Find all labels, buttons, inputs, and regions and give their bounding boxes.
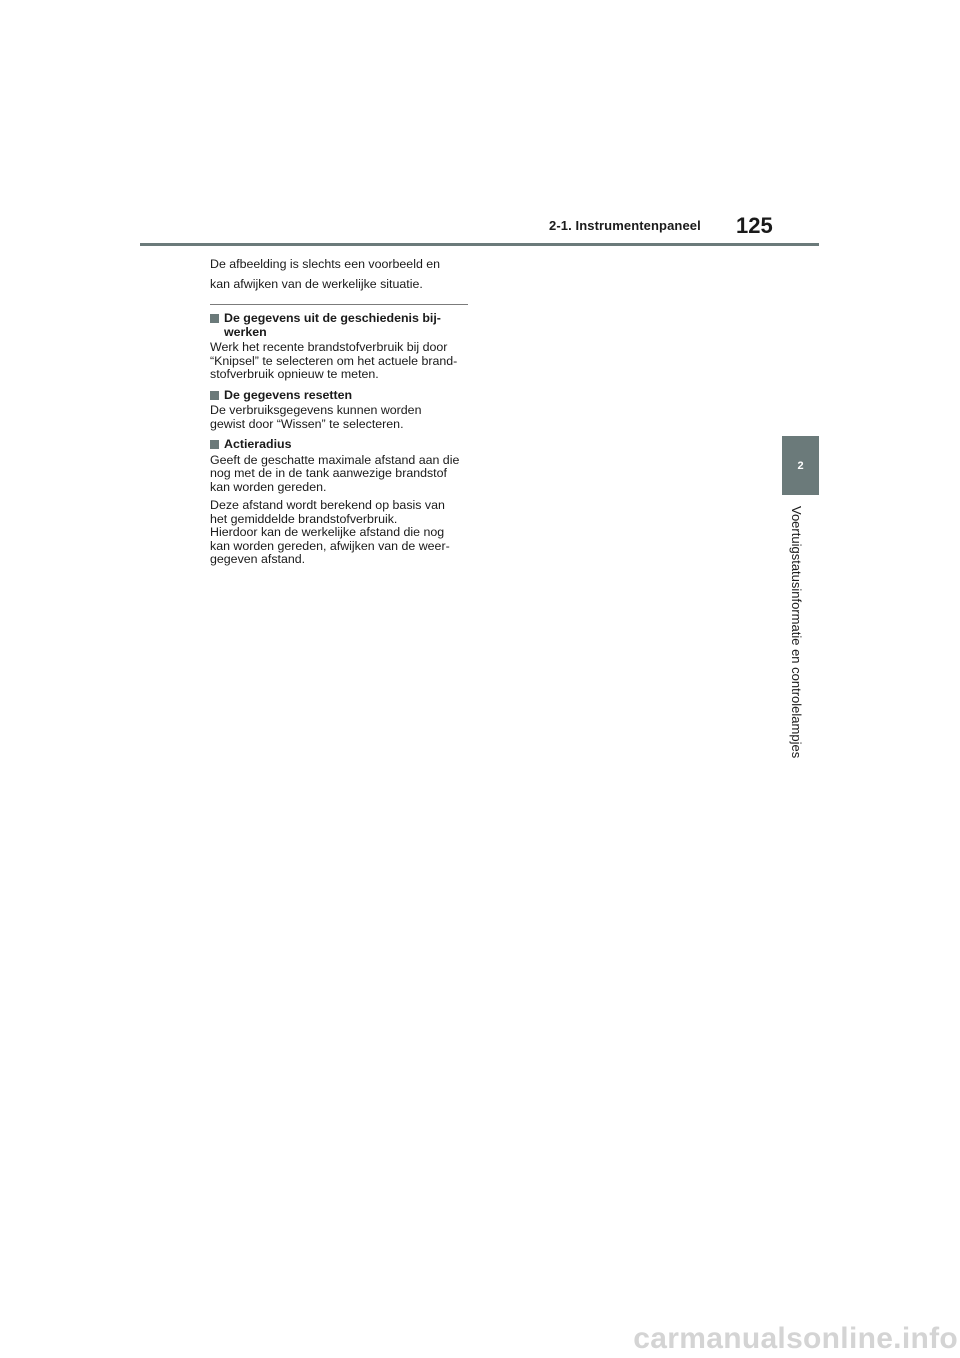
chapter-tab [782,436,819,495]
square-bullet-icon [210,440,219,449]
page-content [210,256,468,574]
paragraph: De verbruiksgegevens kunnen worden gewist door “Wissen” te selecteren. [210,403,422,431]
header-rule [140,243,819,246]
section-reset-data [210,389,468,432]
section-heading [210,312,468,339]
caption-line: kan afwijken van de werkelijke situatie. [210,276,423,291]
square-bullet-icon [210,391,219,400]
section-heading-text: De gegevens uit de geschiedenis bij- werken [224,311,441,339]
section-action-radius [210,438,468,567]
square-bullet-icon [210,314,219,323]
caption-line: De afbeelding is slechts een voorbeeld en [210,257,441,271]
section-heading-text: Actieradius [224,437,292,451]
image-caption [210,256,468,292]
section-heading [210,389,468,403]
section-update-history [210,312,468,382]
paragraph: Deze afstand wordt berekend op basis van het gemiddelde brandstofverbruik. Hierdoor kan de werkelijke afstand die nog kan worden gereden, afwijken van de weer- gegeven afstand. [210,498,450,566]
watermark: carmanualsonline.info [633,1322,958,1355]
section-heading-text: De gegevens resetten [224,387,353,402]
page-number: 125 [736,213,773,238]
paragraph: Geeft de geschatte maximale afstand aan die nog met de in de tank aanwezige brandstof kan worden gereden. [210,452,460,494]
chapter-title: Voertuigstatusinformatie en controlelampjes [789,506,804,759]
chapter-number: 2 [797,459,804,472]
section-heading [210,438,468,452]
section-title: 2-1. Instrumentenpaneel [549,218,701,233]
divider [210,304,468,305]
paragraph: Werk het recente brandstofverbruik bij door “Knipsel” te selecteren om het actuele brand- stofverbruik opnieuw te meten. [210,340,458,381]
